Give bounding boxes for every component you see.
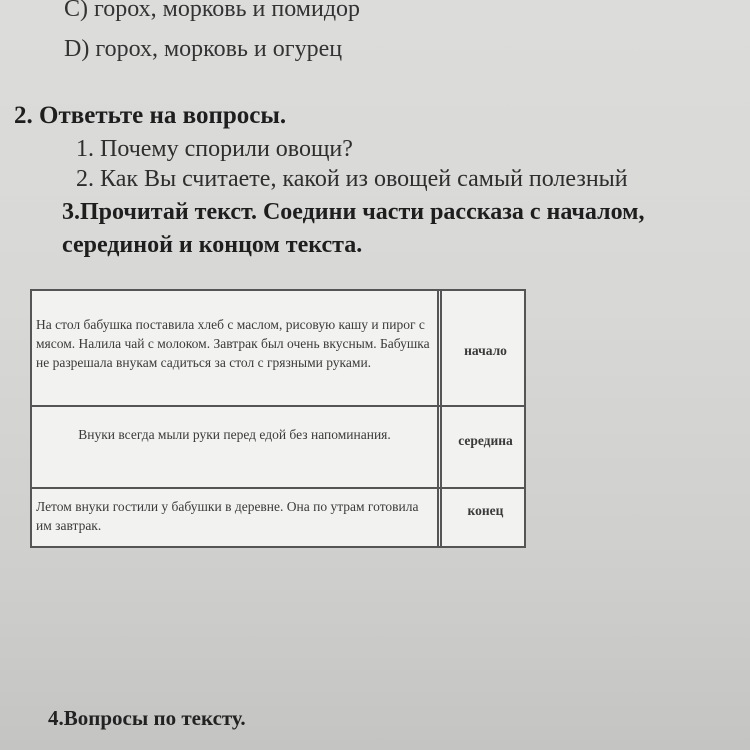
story-part-label: конец <box>467 503 504 518</box>
story-fragment-cell: Летом внуки гостили у бабушки в деревне. Она по утрам готовила им завтрак. <box>32 489 442 546</box>
story-part-label: начало <box>464 343 507 358</box>
table-row <box>32 291 524 407</box>
option-text: горох, морковь и огурец <box>95 36 343 62</box>
task4-heading: 4.Вопросы по тексту. <box>48 706 246 730</box>
answer-option-d <box>64 36 342 63</box>
task3-heading-line1: 3.Прочитай текст. Соедини части рассказа с началом, <box>62 199 645 225</box>
task2-question-1: 1. Почему спорили овощи? <box>76 136 353 162</box>
story-part-label: середина <box>458 433 513 448</box>
table-row <box>32 407 524 489</box>
table-row <box>32 489 524 546</box>
task2-question-2: 2. Как Вы считаете, какой из овощей самый полезный <box>76 166 628 192</box>
option-text: горох, морковь и помидор <box>94 0 361 22</box>
story-fragment-cell: На стол бабушка поставила хлеб с маслом, рисовую кашу и пирог с мясом. Налила чай с молоком. Завтрак был очень вкусным. Бабушка не разрешала внукам садиться за стол с грязными руками. <box>32 291 442 405</box>
option-letter: C) <box>64 0 88 22</box>
answer-option-c <box>64 0 360 23</box>
task3-heading <box>62 196 742 262</box>
story-parts-table <box>30 289 526 548</box>
task2-heading: 2. Ответьте на вопросы. <box>14 102 287 129</box>
task3-heading-line2: серединой и концом текста. <box>62 232 363 258</box>
option-letter: D) <box>64 36 90 62</box>
story-fragment-cell: Внуки всегда мыли руки перед едой без напоминания. <box>32 407 442 487</box>
